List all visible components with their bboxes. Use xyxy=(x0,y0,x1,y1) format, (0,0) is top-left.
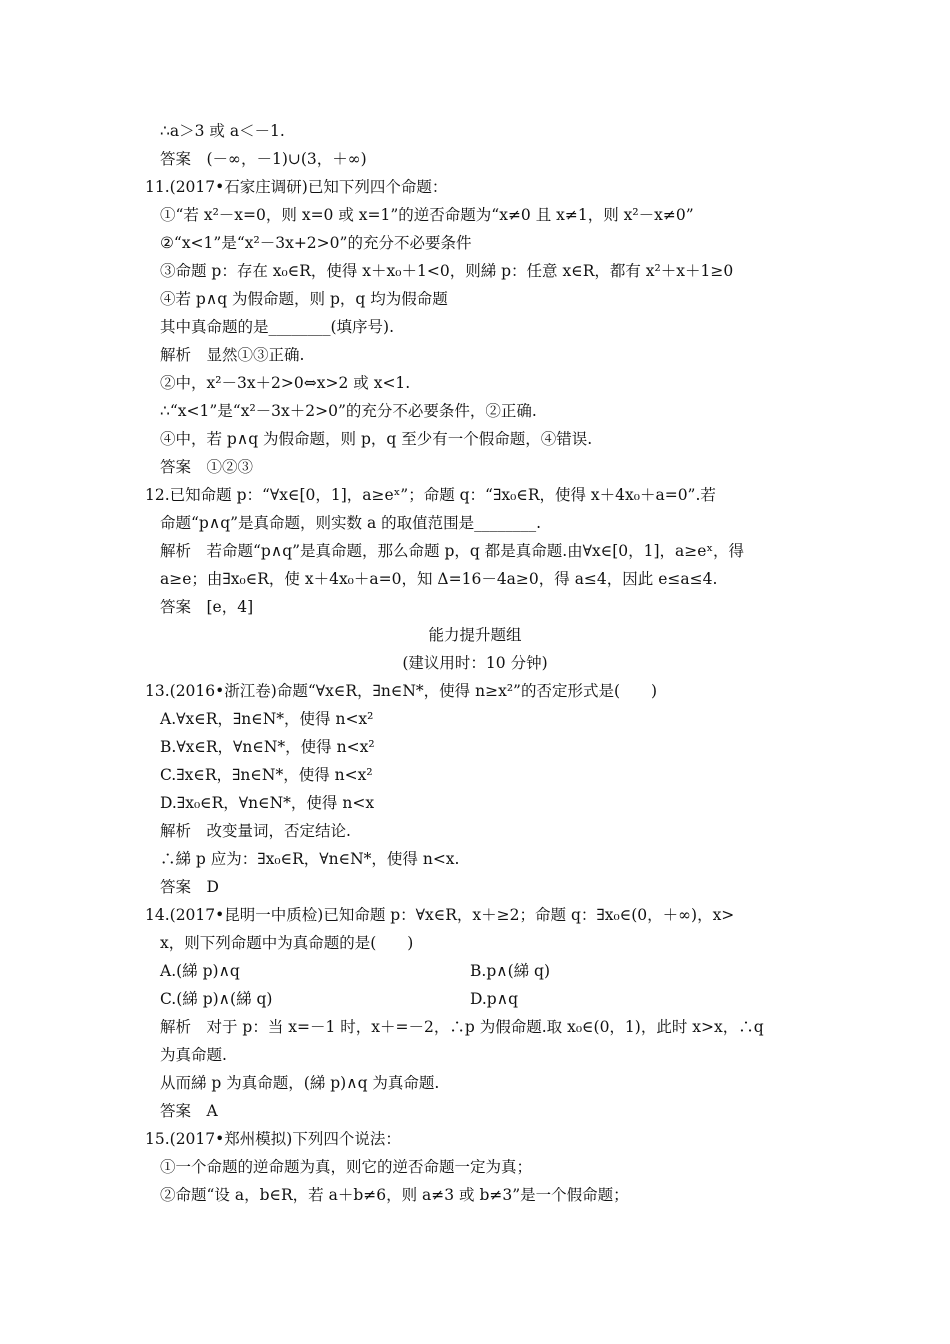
text-line: ②中，x²－3x＋2>0⇔x>2 或 x<1. xyxy=(160,374,411,392)
analysis-line: 解析 显然①③正确. xyxy=(160,346,305,364)
option-c: C.(綈 p)∧(綈 q) xyxy=(160,990,273,1008)
text-line: 从而綈 p 为真命题，(綈 p)∧q 为真命题. xyxy=(160,1074,440,1092)
option-b: B.p∧(綈 q) xyxy=(470,962,551,980)
text-line: ④若 p∧q 为假命题，则 p，q 均为假命题 xyxy=(160,290,448,308)
section-heading: 能力提升题组 xyxy=(428,626,522,644)
text-line: 其中真命题的是________(填序号). xyxy=(160,318,395,336)
section-subheading: (建议用时：10 分钟) xyxy=(402,654,548,672)
text-line: ∴“x<1”是“x²－3x＋2>0”的充分不必要条件，②正确. xyxy=(160,402,537,420)
answer-line: 答案 D xyxy=(160,878,219,896)
text-line: ④中，若 p∧q 为假命题，则 p，q 至少有一个假命题，④错误. xyxy=(160,430,593,448)
answer-line: 答案 (－∞，－1)∪(3，＋∞) xyxy=(160,150,367,168)
option-b: B.∀x∈R，∀n∈N*，使得 n<x² xyxy=(160,738,375,756)
text-line: ∴綈 p 应为：∃x₀∈R，∀n∈N*，使得 n<x. xyxy=(160,850,460,868)
option-c: C.∃x∈R，∃n∈N*，使得 n<x² xyxy=(160,766,373,784)
text-line: 为真命题. xyxy=(160,1046,227,1064)
question-11-stem: 11.(2017•石家庄调研)已知下列四个命题： xyxy=(145,178,448,196)
answer-line: 答案 [e，4] xyxy=(160,598,254,616)
text-line: a≥e；由∃x₀∈R，使 x＋4x₀＋a=0，知 Δ=16－4a≥0，得 a≤4，因此 e≤a≤4. xyxy=(160,570,718,588)
text-line: ①一个命题的逆命题为真，则它的逆否命题一定为真； xyxy=(160,1158,533,1176)
option-d: D.∃x₀∈R，∀n∈N*，使得 n<x xyxy=(160,794,375,812)
question-15-stem: 15.(2017•郑州模拟)下列四个说法： xyxy=(145,1130,401,1148)
text-line: ①“若 x²－x=0，则 x=0 或 x=1”的逆否命题为“x≠0 且 x≠1，则 x²－x≠0” xyxy=(160,206,694,224)
option-d: D.p∧q xyxy=(470,990,518,1008)
text-line: ②命题“设 a，b∈R，若 a＋b≠6，则 a≠3 或 b≠3”是一个假命题； xyxy=(160,1186,629,1204)
text-line: 命题“p∧q”是真命题，则实数 a 的取值范围是________. xyxy=(160,514,542,532)
option-a: A.∀x∈R，∃n∈N*，使得 n<x² xyxy=(160,710,374,728)
question-12-stem: 12.已知命题 p：“∀x∈[0，1]，a≥eˣ”；命题 q：“∃x₀∈R，使得 x＋4x₀＋a=0”.若 xyxy=(145,486,716,504)
text-line: ∴a＞3 或 a＜－1. xyxy=(160,122,285,140)
analysis-line: 解析 改变量词，否定结论. xyxy=(160,822,351,840)
text-line: ③命题 p：存在 x₀∈R，使得 x＋x₀＋1<0，则綈 p：任意 x∈R，都有 x²＋x＋1≥0 xyxy=(160,262,734,280)
question-13-stem: 13.(2016•浙江卷)命题“∀x∈R，∃n∈N*，使得 n≥x²”的否定形式是( ) xyxy=(145,682,658,700)
analysis-line: 解析 若命题“p∧q”是真命题，那么命题 p，q 都是真命题.由∀x∈[0，1]，a≥eˣ，得 xyxy=(160,542,745,560)
question-14-stem: 14.(2017•昆明一中质检)已知命题 p：∀x∈R，x＋≥2；命题 q：∃x₀∈(0，＋∞)，x> xyxy=(145,906,735,924)
analysis-line: 解析 对于 p：当 x=－1 时，x＋=－2，∴p 为假命题.取 x₀∈(0，1)，此时 x>x，∴q xyxy=(160,1018,764,1036)
text-line: ②“x<1”是“x²－3x+2>0”的充分不必要条件 xyxy=(160,234,472,252)
text-line: x，则下列命题中为真命题的是( ) xyxy=(160,934,414,952)
option-a: A.(綈 p)∧q xyxy=(160,962,240,980)
answer-line: 答案 A xyxy=(160,1102,218,1120)
answer-line: 答案 ①②③ xyxy=(160,458,254,476)
